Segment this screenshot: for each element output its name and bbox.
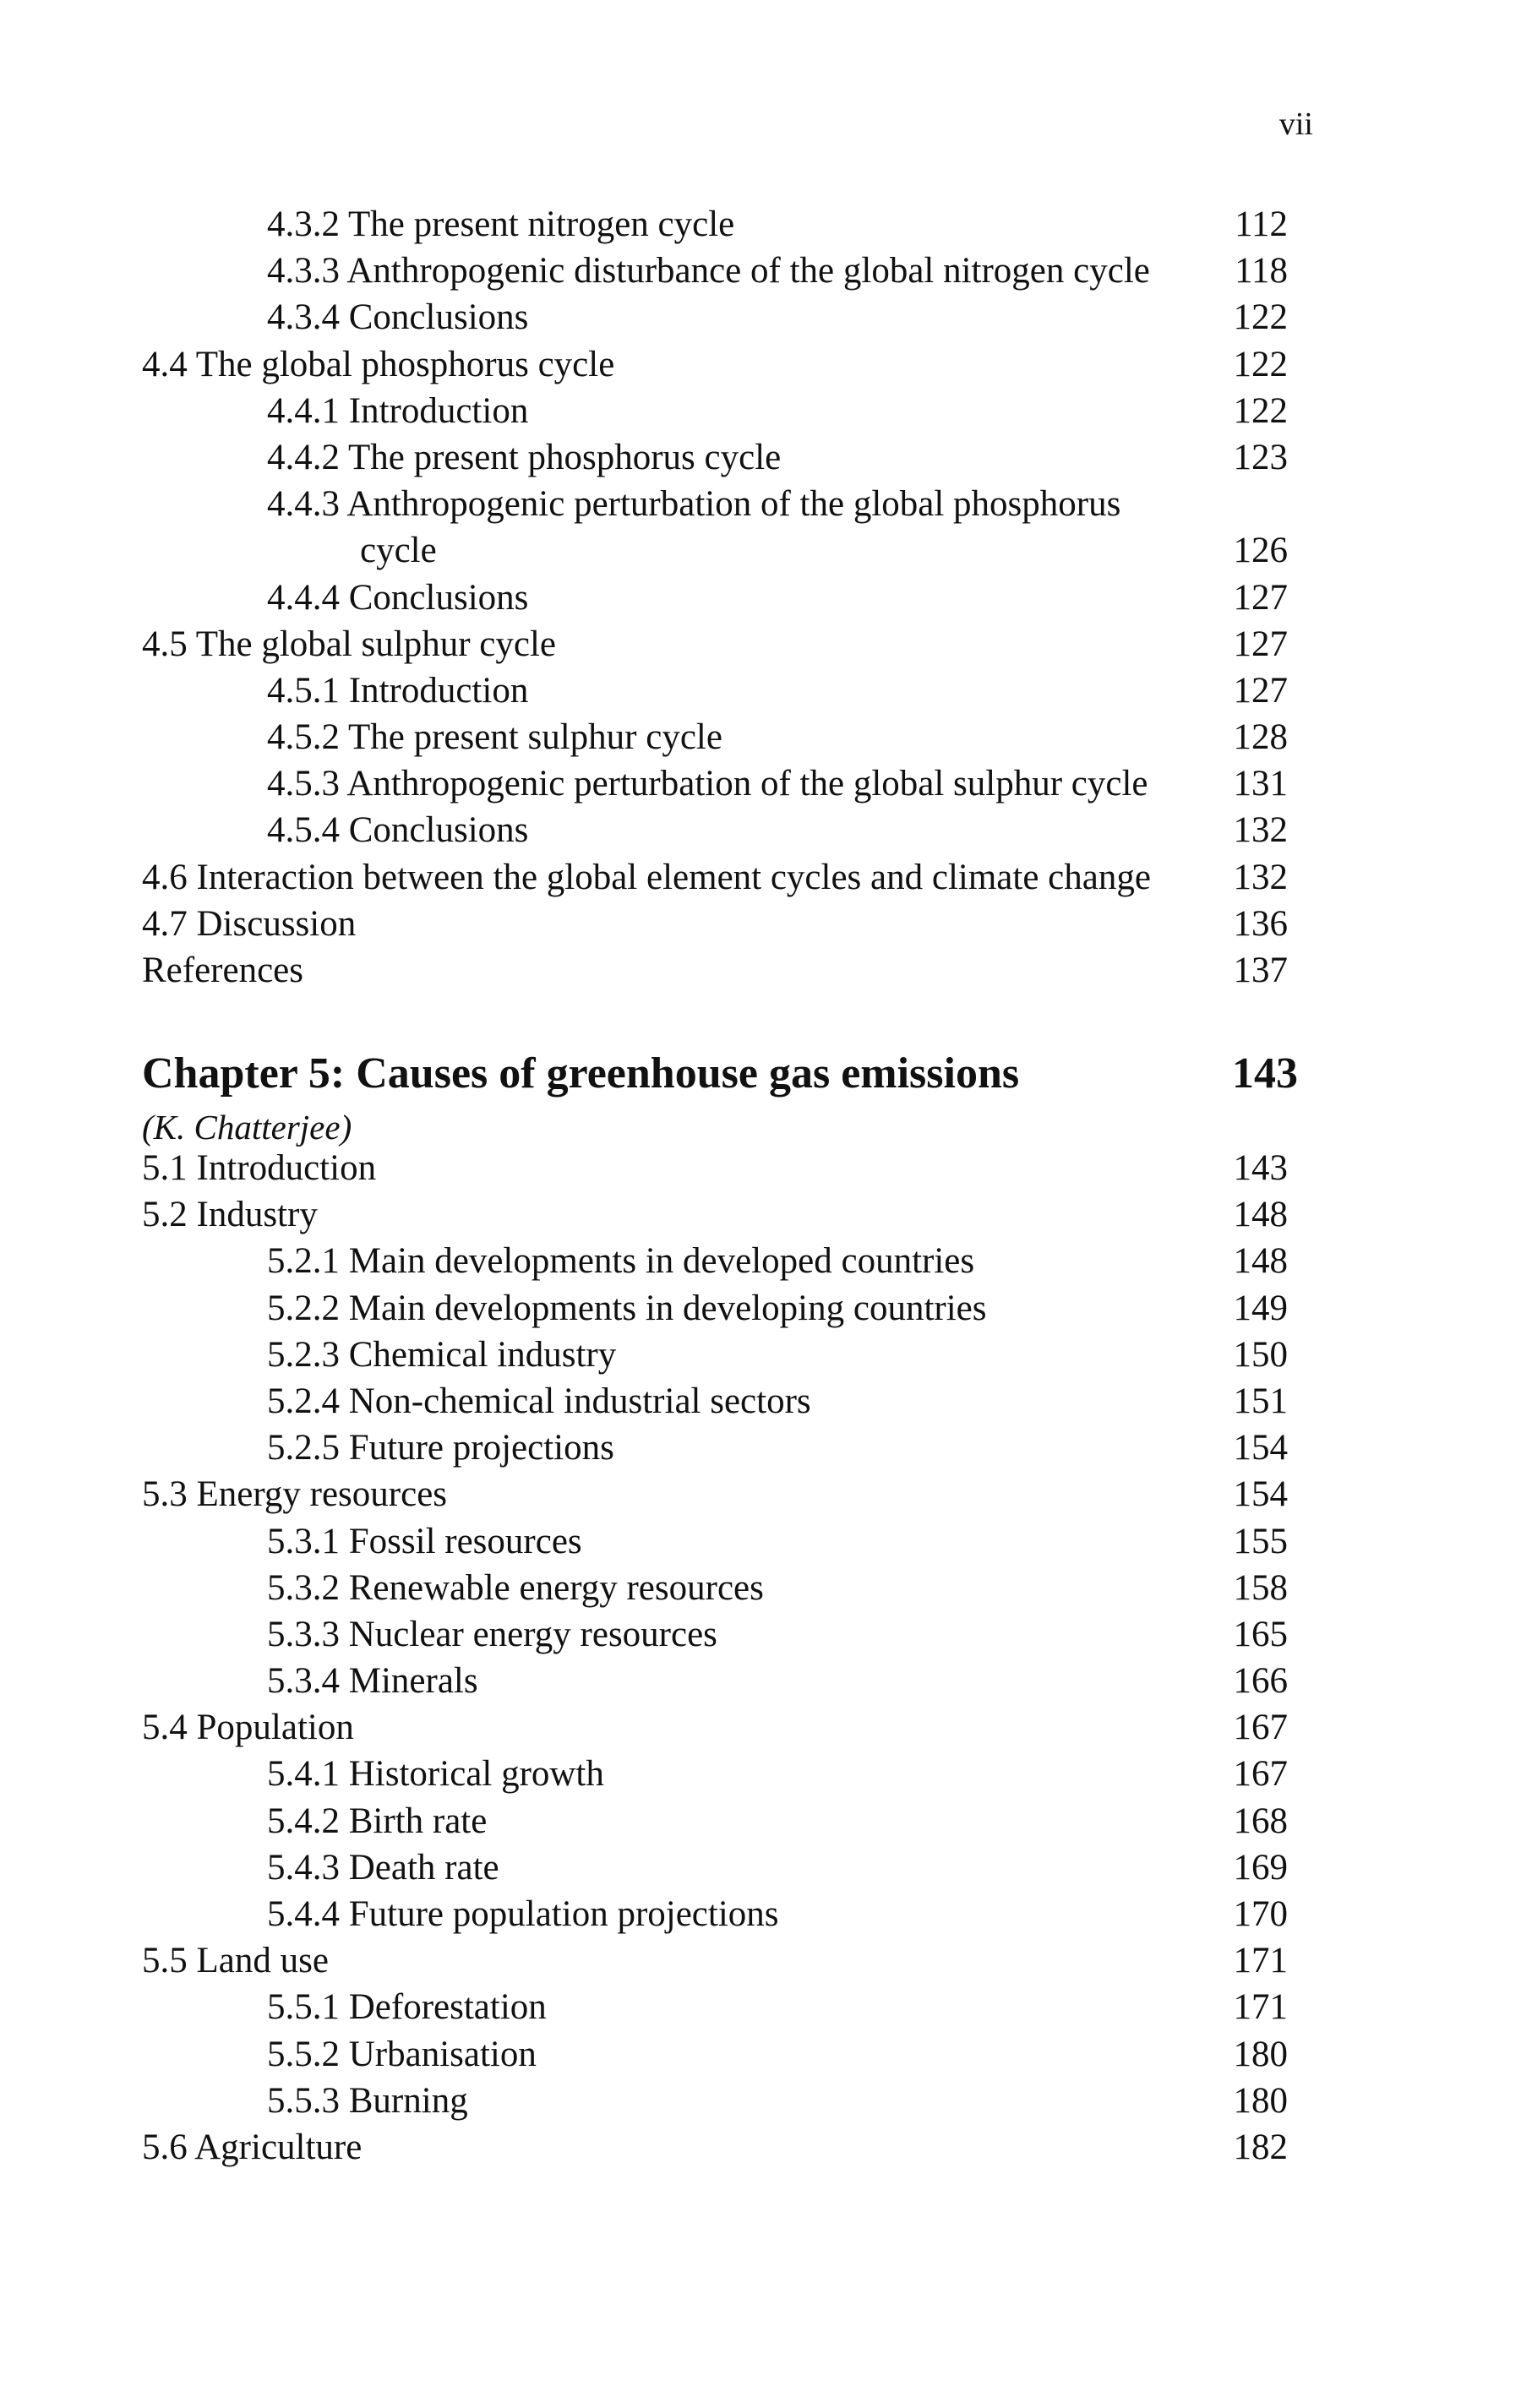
- toc-entry-label: 4.7 Discussion: [142, 903, 357, 944]
- toc-entry-page: 126: [1233, 531, 1288, 571]
- toc-entry-label: 5.2.4 Non-chemical industrial sectors: [267, 1381, 811, 1421]
- toc-entry: [142, 1798, 1288, 1844]
- chapter-heading-block: [142, 1043, 1298, 1151]
- toc-entry-page: 151: [1233, 1381, 1288, 1421]
- toc-entry: [142, 1658, 1288, 1704]
- toc-entry-page: 150: [1233, 1334, 1288, 1375]
- toc-entry-label: 4.4.4 Conclusions: [267, 577, 529, 618]
- toc-entry: [142, 1425, 1288, 1471]
- toc-entry: [142, 1518, 1288, 1565]
- toc-entry-label: 4.4.2 The present phosphorus cycle: [267, 437, 782, 477]
- toc-entry-label: 5.4.4 Future population projections: [267, 1894, 779, 1934]
- toc-entry-page: 171: [1233, 1941, 1288, 1981]
- toc-entry: [142, 388, 1288, 434]
- toc-entry-label: 4.5 The global sulphur cycle: [142, 624, 557, 664]
- chapter-page-number: 143: [1232, 1049, 1298, 1098]
- toc-entry-label: 5.2.1 Main developments in developed countries: [267, 1241, 975, 1282]
- toc-entry: [142, 1891, 1288, 1937]
- toc-entry-page: 165: [1233, 1614, 1288, 1654]
- toc-entry-label: 4.5.4 Conclusions: [267, 810, 529, 851]
- toc-entry-page: 148: [1233, 1195, 1288, 1235]
- toc-entry-page: 155: [1233, 1521, 1288, 1561]
- toc-entry: [142, 341, 1288, 388]
- toc-entry-page: 167: [1233, 1754, 1288, 1795]
- toc-entry-page: 180: [1233, 2034, 1288, 2074]
- toc-entry-label: cycle: [360, 531, 437, 571]
- toc-entry-page: 112: [1235, 204, 1288, 244]
- toc-entry-page: 154: [1233, 1428, 1288, 1468]
- toc-entry-page: 123: [1233, 437, 1288, 477]
- toc-entry-page: 122: [1233, 390, 1288, 431]
- toc-entry-page: 137: [1233, 951, 1288, 990]
- toc-entry: [142, 1704, 1288, 1751]
- toc-entry-page: 143: [1233, 1148, 1288, 1188]
- toc-entry-label: 4.4 The global phosphorus cycle: [142, 344, 615, 384]
- toc-entry-page: 167: [1233, 1708, 1288, 1748]
- toc-entry: [142, 760, 1288, 807]
- toc-entry: [142, 1844, 1288, 1891]
- toc-entry-page: 158: [1233, 1567, 1288, 1608]
- toc-entry: [142, 1191, 1288, 1238]
- toc-entry-label: 5.2 Industry: [142, 1195, 318, 1235]
- toc-entry-page: 122: [1233, 297, 1288, 338]
- toc-entry-label: 5.4 Population: [142, 1708, 354, 1748]
- toc-entry-page: 131: [1233, 764, 1288, 804]
- toc-entry-page: 154: [1233, 1474, 1288, 1515]
- toc-entry-page: 128: [1233, 717, 1288, 758]
- toc-entry-label: 5.4.2 Birth rate: [267, 1801, 488, 1841]
- toc-entry-label: 5.6 Agriculture: [142, 2127, 363, 2167]
- toc-entry: [142, 2078, 1288, 2124]
- toc-entry-page: 127: [1233, 624, 1288, 664]
- toc-entry: [142, 434, 1288, 481]
- toc-entry-label: 5.3 Energy resources: [142, 1474, 448, 1515]
- toc-entry-page: 118: [1235, 251, 1288, 291]
- toc-entry: [142, 1937, 1288, 1984]
- toc-entry-label: 4.5.2 The present sulphur cycle: [267, 717, 722, 758]
- toc-entry: [142, 807, 1288, 853]
- chapter-title-row: [142, 1043, 1298, 1104]
- toc-entry-label: 5.2.3 Chemical industry: [267, 1334, 617, 1375]
- chapter-title: Chapter 5: Causes of greenhouse gas emissions: [142, 1049, 1020, 1098]
- toc-entry: [142, 667, 1288, 714]
- toc-entry-label: 5.3.1 Fossil resources: [267, 1521, 582, 1561]
- toc-entry: [142, 2031, 1288, 2078]
- page-number: vii: [1278, 106, 1313, 142]
- toc-entry: [142, 947, 1288, 994]
- toc-entry: [142, 1332, 1288, 1378]
- toc-entry-label: 5.5.3 Burning: [267, 2080, 468, 2121]
- toc-entry: [142, 854, 1288, 901]
- toc-entry-label: 4.5.3 Anthropogenic perturbation of the global sulphur cycle: [267, 764, 1148, 804]
- toc-entry: [142, 1238, 1288, 1284]
- toc-entry-page: 132: [1233, 810, 1288, 851]
- toc-entry-label: 5.5.2 Urbanisation: [267, 2034, 537, 2074]
- toc-entry: [142, 248, 1288, 294]
- toc-entry: [142, 901, 1288, 947]
- toc-entry-label: 4.3.2 The present nitrogen cycle: [267, 204, 735, 244]
- toc-entry-label: 5.2.2 Main developments in developing countries: [267, 1288, 987, 1328]
- toc-entry-label: 5.4.1 Historical growth: [267, 1754, 604, 1795]
- toc-entry-label: 5.5.1 Deforestation: [267, 1987, 547, 2028]
- toc-entry-label: 4.6 Interaction between the global element cycles and climate change: [142, 857, 1151, 897]
- toc-entry: [142, 527, 1288, 574]
- toc-entry-page: 149: [1233, 1288, 1288, 1328]
- toc-entry-label: 4.3.3 Anthropogenic disturbance of the global nitrogen cycle: [267, 251, 1150, 291]
- toc-entry-page: 132: [1233, 857, 1288, 897]
- toc-entry-label: 4.4.1 Introduction: [267, 390, 529, 431]
- toc-entry-label: 5.3.4 Minerals: [267, 1661, 478, 1702]
- toc-entry-page: 180: [1233, 2080, 1288, 2121]
- toc-entry-label: 4.3.4 Conclusions: [267, 297, 529, 338]
- toc-entry-page: 170: [1233, 1894, 1288, 1934]
- toc-entry: [142, 1611, 1288, 1658]
- toc-entry-label: 5.5 Land use: [142, 1941, 329, 1981]
- toc-entry: [142, 2124, 1288, 2171]
- toc-entry: [142, 1751, 1288, 1797]
- toc-entry-page: 168: [1233, 1801, 1288, 1841]
- toc-entry-page: 166: [1233, 1661, 1288, 1702]
- toc-entry: [142, 1471, 1288, 1517]
- toc-entry-page: 136: [1233, 903, 1288, 944]
- chapter-author: (K. Chatterjee): [142, 1108, 352, 1147]
- toc-entry-label: 4.4.3 Anthropogenic perturbation of the global phosphorus: [267, 484, 1121, 525]
- toc-entry: [142, 714, 1288, 760]
- toc-entry: [142, 294, 1288, 340]
- toc-entry: [142, 1145, 1288, 1191]
- toc-entry-page: 182: [1233, 2127, 1288, 2167]
- toc-entry-label: 4.5.1 Introduction: [267, 670, 529, 711]
- toc-section-chapter-4: [142, 201, 1288, 994]
- toc-entry-label: 5.3.3 Nuclear energy resources: [267, 1614, 717, 1654]
- toc-entry-label: References: [142, 951, 303, 990]
- toc-entry: [142, 575, 1288, 621]
- toc-entry-label: 5.1 Introduction: [142, 1148, 377, 1188]
- toc-entry-label: 5.2.5 Future projections: [267, 1428, 614, 1468]
- toc-entry-page: 127: [1233, 670, 1288, 711]
- toc-entry: [142, 481, 1288, 527]
- toc-entry: [142, 1984, 1288, 2030]
- toc-entry-label: 5.3.2 Renewable energy resources: [267, 1567, 764, 1608]
- toc-entry: [142, 621, 1288, 667]
- toc-entry: [142, 201, 1288, 248]
- toc-entry: [142, 1285, 1288, 1332]
- toc-entry-page: 169: [1233, 1847, 1288, 1888]
- toc-entry: [142, 1565, 1288, 1611]
- toc-entry-page: 122: [1233, 344, 1288, 384]
- toc-entry: [142, 1378, 1288, 1425]
- toc-entry-label: 5.4.3 Death rate: [267, 1847, 499, 1888]
- toc-section-chapter-5: [142, 1145, 1288, 2171]
- toc-entry-page: 127: [1233, 577, 1288, 618]
- toc-entry-page: 148: [1233, 1241, 1288, 1282]
- toc-entry-page: 171: [1233, 1987, 1288, 2028]
